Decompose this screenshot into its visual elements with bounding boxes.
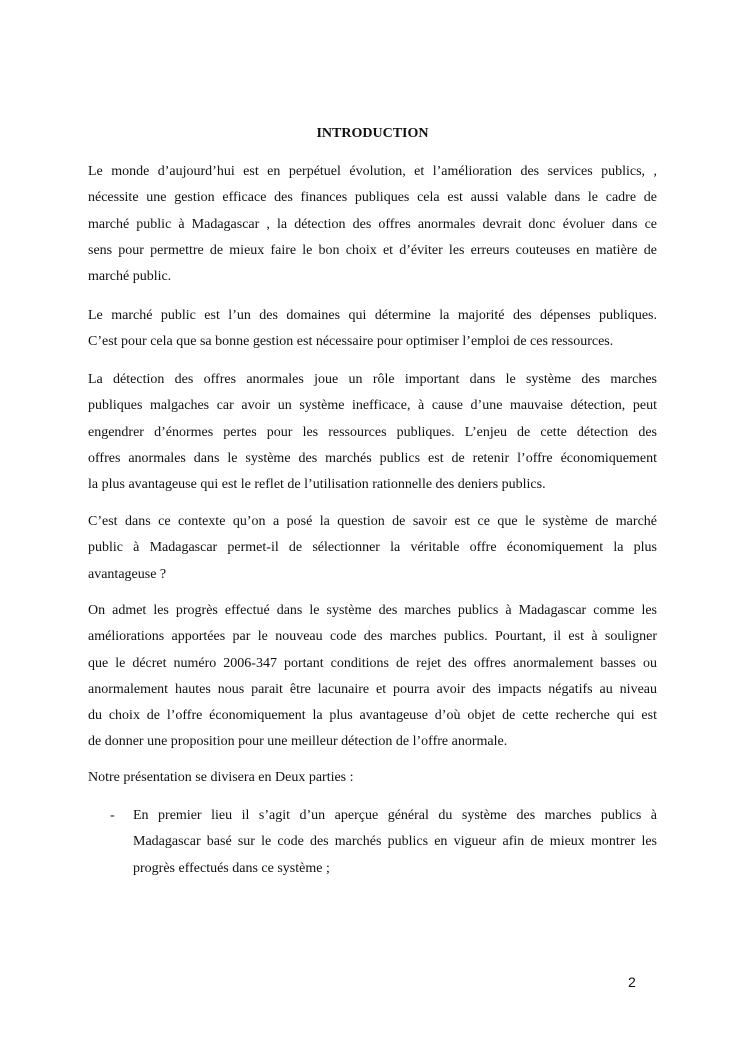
paragraph-5 [88,598,657,756]
text-line: sens pour permettre de mieux faire le bon choix et d’éviter les erreurs couteuses en matière de [88,242,657,258]
text-line: On admet les progrès effectué dans le système des marches publics à Madagascar comme les [88,603,657,618]
text-line: avantageuse ? [88,566,167,582]
text-line: marché public à Madagascar , la détection des offres anormales devrait donc évoluer dans ce [88,216,657,232]
paragraph-2 [88,303,657,356]
text-line: Madagascar basé sur le code des marchés publics en vigueur afin de mieux montrer les [133,834,657,850]
text-line: nécessite une gestion efficace des finances publiques cela est aussi valable dans le cadre de [88,190,657,206]
page-title [0,124,745,144]
text-line: que le décret numéro 2006-347 portant conditions de rejet des offres anormalement basses ou [88,655,657,671]
text-line: La détection des offres anormales joue un rôle important dans le système des marches [88,372,657,387]
text-line: du choix de l’offre économiquement la plus avantageuse d’où objet de cette recherche qui est [88,708,657,724]
bullet-item [133,803,657,882]
text-line: public à Madagascar permet-il de sélectionner la véritable offre économiquement la plus [88,540,657,556]
text-line: publiques malgaches car avoir un système inefficace, à cause d’une mauvaise détection, peut [88,398,657,414]
text-line: Le marché public est l’un des domaines qui détermine la majorité des dépenses publiques. [88,308,657,323]
paragraph-1 [88,159,657,290]
text-line: progrès effectués dans ce système ; [133,860,330,876]
text-line: améliorations apportées par le nouveau code des marches publics. Pourtant, il est à souligner [88,629,657,645]
text-line: la plus avantageuse qui est le reflet de l’utilisation rationnelle des deniers publics. [88,477,546,493]
text-line: C’est pour cela que sa bonne gestion est nécessaire pour optimiser l’emploi de ces ressources. [88,334,614,350]
paragraph-4 [88,509,657,588]
text-line: Le monde d’aujourd’hui est en perpétuel évolution, et l’amélioration des services publics, , [88,164,657,179]
text-line: offres anormales dans le système des marchés publics est de retenir l’offre économiquement [88,450,657,466]
title-text: INTRODUCTION [316,126,429,141]
paragraph-3 [88,367,657,498]
text-line: de donner une proposition pour une meilleur détection de l’offre anormale. [88,734,508,750]
text-line: En premier lieu il s’agit d’un aperçue général du système des marches publics à [133,808,657,823]
text-line: engendrer d’énormes pertes pour les ressources publiques. L’enjeu de cette détection des [88,424,657,440]
text-line: C’est dans ce contexte qu’on a posé la question de savoir est ce que le système de marché [88,514,657,529]
text-line: Notre présentation se divisera en Deux parties : [88,770,354,785]
text-line: anormalement hautes nous parait être lacunaire et pourra avoir des impacts négatifs au niveau [88,681,657,697]
bullet-marker: - [110,808,115,823]
page-number: 2 [628,974,636,990]
text-line: marché public. [88,269,172,285]
paragraph-6 [88,765,657,791]
